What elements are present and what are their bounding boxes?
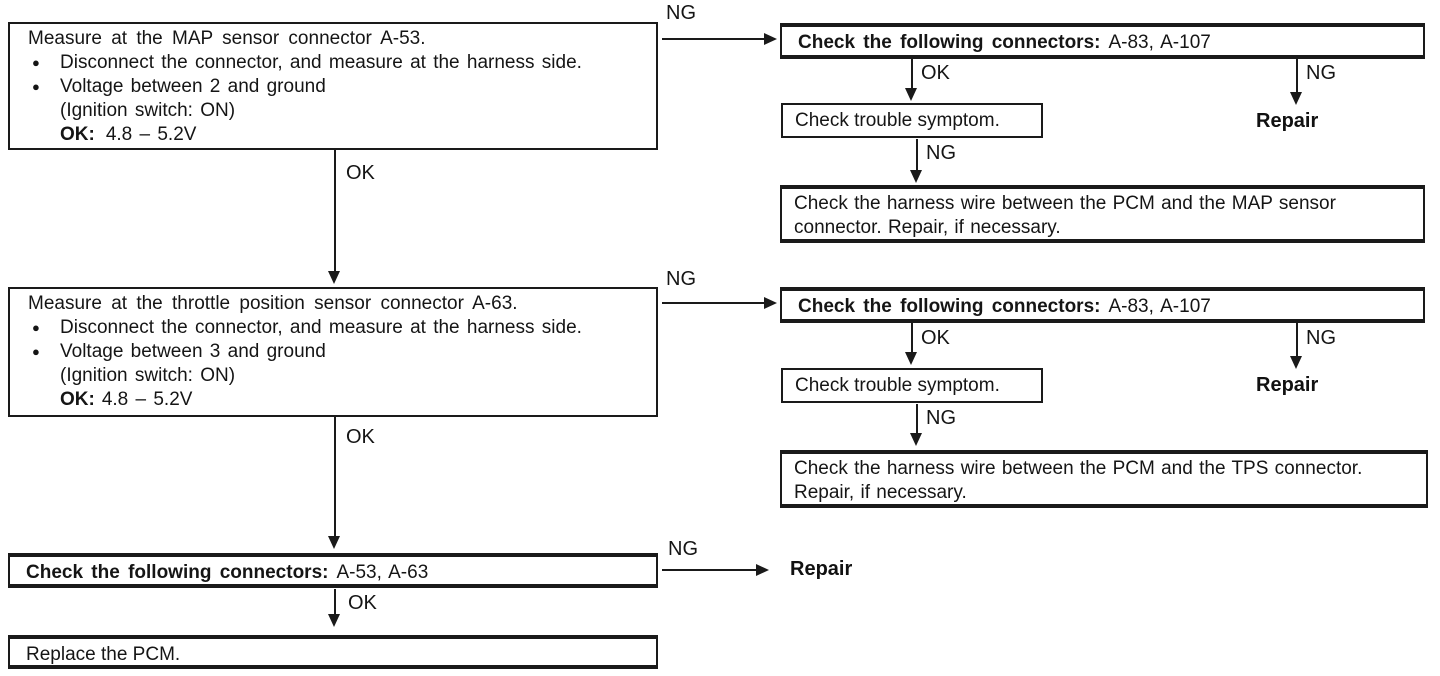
ok-label: OK: [60, 124, 95, 145]
bullet-icon [32, 316, 60, 340]
node-text [782, 27, 1423, 55]
node-check-trouble-2 [781, 368, 1043, 403]
bold-label: Check the following connectors: [26, 562, 329, 583]
ok-value: 4.8 – 5.2V [101, 389, 193, 410]
node-measure-map-sensor [8, 22, 658, 150]
arrowhead-down-icon [328, 536, 340, 549]
arrow-line [911, 323, 913, 353]
arrowhead-down-icon [328, 271, 340, 284]
node-check-connectors-2 [780, 287, 1425, 323]
arrow-line [911, 59, 913, 89]
condition-line: (Ignition switch: ON) [60, 365, 236, 386]
arrow-line [1296, 323, 1298, 357]
node-text: Check trouble symptom. [795, 375, 1000, 396]
node-text [782, 291, 1423, 319]
node-text [782, 189, 1423, 240]
node-text [10, 557, 656, 585]
bullet-icon [32, 75, 60, 99]
edge-label-ok: OK [921, 62, 950, 84]
value-text: A-83, A-107 [1108, 32, 1211, 53]
bold-label: Check the following connectors: [798, 296, 1101, 317]
ok-spec-line [10, 123, 656, 147]
ok-spec-line [10, 388, 656, 412]
arrow-line [334, 417, 336, 537]
ok-label: OK: [60, 389, 95, 410]
arrow-line [662, 302, 766, 304]
arrow-line [916, 139, 918, 171]
bullet-line [10, 51, 656, 75]
bullet-text: Disconnect the connector, and measure at the harness side. [60, 52, 582, 73]
bullet-line [10, 75, 656, 99]
arrow-line [662, 38, 766, 40]
node-replace-pcm [8, 635, 658, 669]
bullet-text: Voltage between 2 and ground [60, 76, 326, 97]
arrowhead-down-icon [905, 352, 917, 365]
arrowhead-down-icon [1290, 356, 1302, 369]
arrowhead-right-icon [756, 564, 769, 576]
edge-label-ok: OK [348, 592, 377, 614]
harness-line-2: Repair, if necessary. [794, 482, 967, 503]
edge-label-ng: NG [668, 538, 698, 560]
edge-label-ng: NG [666, 2, 696, 24]
condition-line: (Ignition switch: ON) [60, 100, 236, 121]
value-text: A-53, A-63 [336, 562, 429, 583]
arrowhead-down-icon [328, 614, 340, 627]
edge-label-ok: OK [921, 327, 950, 349]
arrowhead-down-icon [910, 433, 922, 446]
edge-label-ng: NG [666, 268, 696, 290]
harness-line-2: connector. Repair, if necessary. [794, 217, 1061, 238]
arrow-line [1296, 59, 1298, 93]
node-title: Measure at the throttle position sensor connector A-63. [28, 293, 518, 314]
edge-label-ok: OK [346, 162, 375, 184]
arrowhead-right-icon [764, 33, 777, 45]
arrowhead-down-icon [910, 170, 922, 183]
arrow-line [662, 569, 758, 571]
arrowhead-down-icon [905, 88, 917, 101]
arrow-line [916, 404, 918, 434]
edge-label-ng: NG [926, 142, 956, 164]
node-harness-map [780, 185, 1425, 243]
bullet-icon [32, 340, 60, 364]
edge-label-ok: OK [346, 426, 375, 448]
value-text: A-83, A-107 [1108, 296, 1211, 317]
node-title: Measure at the MAP sensor connector A-53. [28, 28, 426, 49]
edge-label-ng: NG [926, 407, 956, 429]
harness-line-1: Check the harness wire between the PCM and the MAP sensor [794, 193, 1336, 214]
node-repair-1: Repair [1256, 110, 1319, 132]
harness-line-1: Check the harness wire between the PCM and the TPS connector. [794, 458, 1363, 479]
node-check-trouble-1 [781, 103, 1043, 138]
bullet-text: Disconnect the connector, and measure at the harness side. [60, 317, 582, 338]
bullet-line [10, 340, 656, 364]
node-check-connectors-3 [8, 553, 658, 588]
bullet-icon [32, 51, 60, 75]
node-repair-2: Repair [1256, 374, 1319, 396]
arrowhead-right-icon [764, 297, 777, 309]
ok-value: 4.8 – 5.2V [105, 124, 197, 145]
node-text [782, 454, 1426, 505]
node-text: Check trouble symptom. [795, 110, 1000, 131]
arrowhead-down-icon [1290, 92, 1302, 105]
arrow-line [334, 589, 336, 615]
bullet-line [10, 316, 656, 340]
bold-label: Check the following connectors: [798, 32, 1101, 53]
edge-label-ng: NG [1306, 62, 1336, 84]
node-text: Replace the PCM. [26, 644, 181, 665]
node-check-connectors-1 [780, 23, 1425, 59]
node-harness-tps [780, 450, 1428, 508]
bullet-text: Voltage between 3 and ground [60, 341, 326, 362]
edge-label-ng: NG [1306, 327, 1336, 349]
arrow-line [334, 150, 336, 272]
node-repair-3: Repair [790, 558, 853, 580]
node-measure-tps [8, 287, 658, 417]
